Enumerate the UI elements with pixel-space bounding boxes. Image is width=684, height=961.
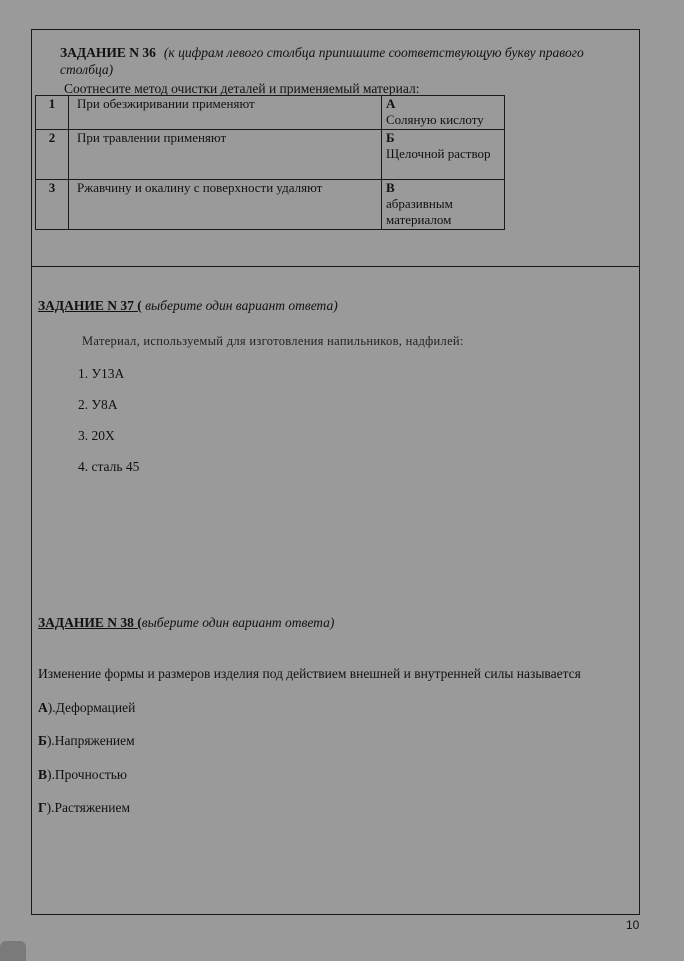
task-38-header	[38, 615, 334, 631]
material-text: Щелочной раствор	[386, 146, 491, 161]
answer-option: 1. У13А	[78, 366, 125, 381]
answer-option: 2. У8А	[78, 397, 118, 412]
answer-option	[38, 700, 135, 716]
task-36-intro: Соотнесите метод очистки деталей и применяемый материал:	[64, 81, 420, 96]
task-37-instruction: выберите один вариант ответа)	[141, 298, 338, 313]
option-letter: Б	[38, 733, 47, 748]
row-number: 2	[36, 130, 69, 180]
option-letter: Г	[38, 800, 47, 815]
answer-option: 4. сталь 45	[78, 459, 140, 474]
task-38-question: Изменение формы и размеров изделия под действием внешней и внутренней силы называется	[38, 666, 581, 681]
answer-option	[38, 767, 127, 783]
method-cell: При травлении применяют	[69, 130, 382, 180]
page-frame	[31, 29, 640, 915]
option-text: ).Прочностью	[47, 767, 128, 782]
method-cell: Ржавчину и окалину с поверхности удаляют	[69, 180, 382, 230]
table-row	[36, 180, 505, 230]
task-36-instruction: (к цифрам левого столбца припишите соответствующую букву правого столбца)	[60, 45, 584, 77]
task-36-section	[32, 30, 639, 267]
material-letter: А	[386, 96, 396, 111]
option-text: ).Растяжением	[46, 800, 131, 815]
method-cell: При обезжиривании применяют	[69, 96, 382, 130]
page-number: 10	[626, 918, 640, 932]
task-38-paren: (	[137, 615, 142, 630]
material-letter: Б	[386, 130, 395, 145]
task-38-title-text: ЗАДАНИЕ N 38	[38, 615, 134, 630]
task-38-instruction: выберите один вариант ответа)	[141, 615, 335, 630]
answer-option	[38, 800, 130, 816]
material-text: Соляную кислоту	[386, 112, 484, 127]
matching-table	[35, 95, 505, 230]
material-text: абразивным материалом	[386, 196, 453, 227]
corner-tab	[0, 941, 26, 961]
task-36-title: ЗАДАНИЕ N 36	[60, 45, 156, 60]
option-text: ).Напряжением	[46, 733, 135, 748]
task-37-title-text: ЗАДАНИЕ N 37	[38, 298, 134, 313]
table-row	[36, 96, 505, 130]
option-letter: В	[38, 767, 48, 782]
material-cell	[382, 130, 505, 180]
task-38-title	[38, 615, 142, 630]
task-37-title	[38, 298, 142, 313]
material-cell	[382, 180, 505, 230]
answer-option: 3. 20Х	[78, 428, 115, 443]
task-37-header	[38, 298, 338, 314]
task-36-header	[60, 44, 640, 78]
task-37-paren: (	[137, 298, 142, 313]
row-number: 3	[36, 180, 69, 230]
answer-option	[38, 733, 135, 749]
material-cell	[382, 96, 505, 130]
option-text: ).Деформацией	[47, 700, 136, 715]
material-letter: В	[386, 180, 395, 195]
table-row	[36, 130, 505, 180]
task-37-question: Материал, используемый для изготовления напильников, надфилей:	[82, 334, 464, 348]
option-letter: А	[38, 700, 48, 715]
row-number: 1	[36, 96, 69, 130]
